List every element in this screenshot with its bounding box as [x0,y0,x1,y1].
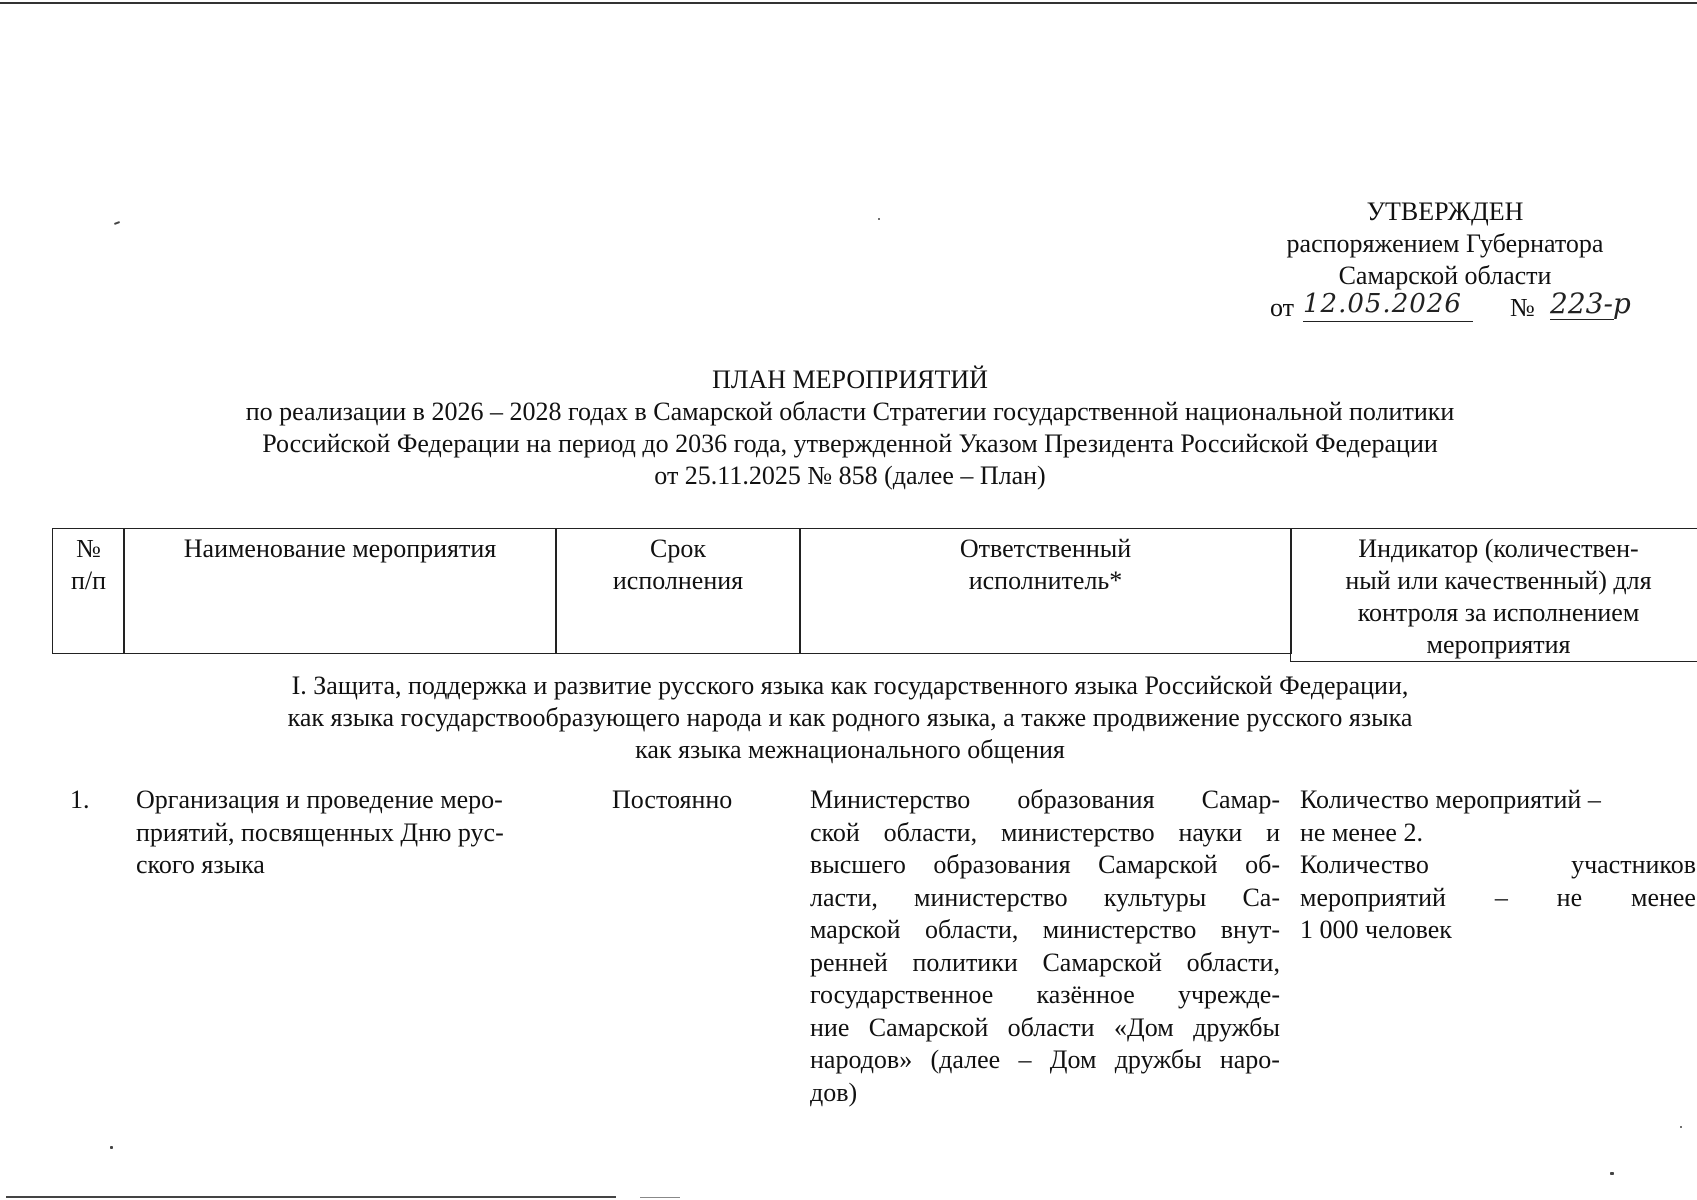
word: не [1556,882,1583,912]
approval-date-number [1270,287,1690,329]
word: – [1581,785,1601,814]
word: учрежде- [1177,980,1280,1009]
header-cell-responsible: Ответственный исполнитель* [799,528,1292,654]
word: министерство [1000,817,1155,847]
scan-speck [878,218,880,220]
word: мероприятий [1428,785,1582,814]
word: культуры [1103,882,1207,912]
section-heading: I. Защита, поддержка и развитие русского языка как государственного языка Российской Федерации, как языка государствообразующего народа и как родного языка, а также продвижение русского языка как языка межнационального общения [287,671,1413,764]
word: государственное [810,980,994,1009]
handwritten-date: 12.05.2026 [1303,289,1473,322]
word: министерство [1042,915,1197,944]
text-line [810,1012,1280,1045]
approval-heading: УТВЕРЖДЕН [1366,197,1524,226]
word: Дом [1049,1045,1097,1074]
header-cell-name: Наименование мероприятия [123,528,557,654]
word: внут- [1220,915,1280,944]
text-line [1300,882,1696,915]
word: дружбы [1114,1045,1202,1074]
word: Са- [1242,882,1280,912]
title-line: от 25.11.2025 № 858 (далее – План) [654,461,1046,490]
text-line [1300,914,1696,947]
title-line: по реализации в 2026 – 2028 годах в Самарской области Стратегии государственной национальной политики [245,397,1455,426]
word: марской [810,915,901,944]
bottom-border-line [6,1196,616,1198]
text-line [810,882,1280,915]
row-name: Организация и проведение меро- приятий, посвященных Дню рус- ского языка [136,785,504,879]
text-line [1300,784,1696,817]
word: Количество [1300,785,1429,814]
word: науки [1178,817,1243,847]
text-line [1300,849,1696,882]
scan-speck [1610,1172,1614,1175]
row-indicator [1300,784,1696,947]
bottom-border-fragment [640,1197,680,1198]
word: дружбы [1193,1012,1280,1042]
word: образования [1017,785,1155,814]
word: высшего [810,850,906,879]
word: Количество [1300,850,1429,879]
text-line [810,849,1280,882]
word: политики [912,947,1018,977]
text-line [810,817,1280,850]
word: не менее 2. [1300,817,1423,847]
table-header [52,528,1653,658]
text-line [810,914,1280,947]
word: менее [1630,882,1696,912]
word: ской [810,817,860,847]
word: 1 000 человек [1300,915,1452,944]
word: образования [933,850,1071,879]
row-responsible [810,784,1280,1109]
approval-authority: распоряжением Губернатора [1286,229,1604,258]
text-line [810,947,1280,980]
word: Самар- [1201,785,1280,814]
header-cell-term: Срок исполнения [555,528,801,654]
word: Самарской [868,1012,989,1042]
header-cell-indicator: Индикатор (количествен- ный или качественный) для контроля за исполнением мероприятия [1290,528,1697,662]
approval-region: Самарской области [1338,261,1552,290]
scan-speck [114,221,120,225]
word: ние [810,1012,850,1042]
text-line [1300,817,1696,850]
word: народов» [810,1045,913,1074]
word: и [1266,817,1280,847]
word: казённое [1036,980,1135,1009]
handwritten-number: 223-р [1550,287,1631,320]
title-line: Российской Федерации на период до 2036 года, утвержденной Указом Президента Российской Федерации [262,429,1438,458]
word: участников [1571,850,1696,879]
title-heading: ПЛАН МЕРОПРИЯТИЙ [712,365,988,394]
row-number: 1. [70,785,90,814]
word: мероприятий [1300,882,1446,912]
word: «Дом [1113,1012,1174,1042]
scan-speck [1680,1126,1682,1128]
date-prefix: от [1270,293,1295,322]
word: – [1494,882,1508,912]
word: об- [1245,850,1280,879]
row-term: Постоянно [612,785,733,814]
word: министерство [914,882,1068,912]
word: области, [1186,947,1280,977]
header-cell-number: № п/п [52,528,125,654]
document-title [40,364,1660,492]
text-line [810,1044,1280,1077]
word: – [1018,1045,1032,1074]
text-line [810,784,1280,817]
number-prefix: № [1510,293,1535,322]
word: Самарской [1098,850,1218,879]
word: области, [924,915,1019,944]
word: Министерство [810,785,971,814]
word: наро- [1219,1045,1280,1074]
word: ласти, [810,882,878,912]
word: области [1007,1012,1095,1042]
approval-block [1255,196,1635,292]
word: (далее [930,1045,1001,1074]
scan-speck [110,1146,113,1149]
word: Самарской [1042,947,1162,977]
top-border-line [0,2,1697,4]
text-line [810,979,1280,1012]
word: области, [883,817,978,847]
word: ренней [810,947,888,977]
word: дов) [810,1077,858,1107]
text-line [810,1077,1280,1110]
